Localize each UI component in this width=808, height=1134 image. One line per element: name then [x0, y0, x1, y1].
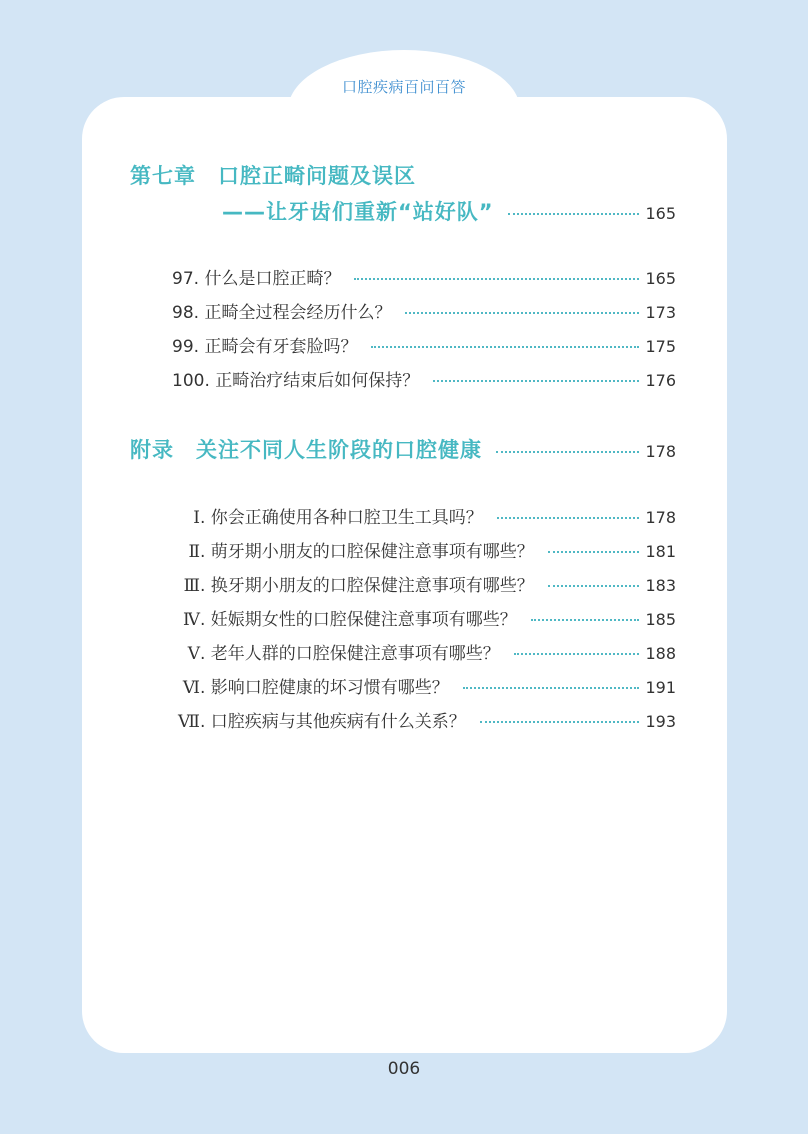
- entry-text: . 老年人群的口腔保健注意事项有哪些？: [200, 644, 500, 664]
- toc-entry-q100[interactable]: [172, 366, 676, 391]
- toc-entry-appendix-2[interactable]: [172, 537, 676, 562]
- page-ref: 193: [645, 712, 676, 731]
- page-ref: 173: [645, 303, 676, 322]
- entry-text: . 你会正确使用各种口腔卫生工具吗？: [200, 508, 483, 528]
- roman-numeral: Ⅳ: [183, 610, 200, 630]
- page-ref: 181: [645, 542, 676, 561]
- appendix-title: 附录 关注不同人生阶段的口腔健康: [130, 438, 482, 462]
- toc-entry-appendix-3[interactable]: [172, 571, 676, 596]
- leader-dots: [354, 278, 639, 280]
- entry-label: 100. 正畸治疗结束后如何保持？: [172, 371, 420, 391]
- leader-dots: [548, 551, 640, 553]
- entry-text: . 口腔疾病与其他疾病有什么关系？: [200, 712, 466, 732]
- leader-dots: [463, 687, 640, 689]
- page-ref: 165: [645, 204, 676, 223]
- page-ref: 178: [645, 442, 676, 461]
- toc-entry-appendix-7[interactable]: [172, 707, 676, 732]
- entry-text: . 萌牙期小朋友的口腔保健注意事项有哪些？: [200, 542, 534, 562]
- chapter-7-title: 第七章 口腔正畸问题及误区: [130, 164, 416, 188]
- leader-dots: [548, 585, 640, 587]
- entry-label: [172, 707, 466, 732]
- toc-entry-appendix-4[interactable]: [172, 605, 676, 630]
- page-ref: 178: [645, 508, 676, 527]
- entry-label: [172, 537, 534, 562]
- entry-label: [172, 673, 449, 698]
- entry-label: 98. 正畸全过程会经历什么？: [172, 303, 392, 323]
- toc-entry-q98[interactable]: [172, 298, 676, 323]
- leader-dots: [496, 451, 639, 453]
- roman-numeral: Ⅵ: [182, 678, 200, 698]
- page-ref: 176: [645, 371, 676, 390]
- toc-entry-appendix-1[interactable]: [172, 503, 676, 528]
- toc-entry-appendix-5[interactable]: [172, 639, 676, 664]
- page-number: 006: [387, 1059, 421, 1079]
- page-ref: 183: [645, 576, 676, 595]
- leader-dots: [497, 517, 640, 519]
- entry-text: . 影响口腔健康的坏习惯有哪些？: [200, 678, 449, 698]
- roman-numeral: Ⅰ: [193, 508, 200, 528]
- page-ref: 175: [645, 337, 676, 356]
- book-title: 口腔疾病百问百答: [341, 78, 466, 96]
- leader-dots: [514, 653, 640, 655]
- leader-dots: [508, 213, 640, 215]
- entry-label: [172, 571, 534, 596]
- entry-text: . 换牙期小朋友的口腔保健注意事项有哪些？: [200, 576, 534, 596]
- chapter-7-subtitle: ——让牙齿们重新“站好队”: [222, 200, 494, 224]
- page-ref: 188: [645, 644, 676, 663]
- entry-label: 99. 正畸会有牙套脸吗？: [172, 337, 358, 357]
- entry-label: [172, 639, 500, 664]
- leader-dots: [371, 346, 639, 348]
- toc-entry-appendix-6[interactable]: [172, 673, 676, 698]
- entry-label: [172, 605, 517, 630]
- roman-numeral: Ⅱ: [188, 542, 200, 562]
- leader-dots: [433, 380, 639, 382]
- leader-dots: [405, 312, 639, 314]
- entry-text: . 妊娠期女性的口腔保健注意事项有哪些？: [200, 610, 517, 630]
- toc-entry-q99[interactable]: [172, 332, 676, 357]
- toc-entry-chapter-7[interactable]: [222, 196, 676, 226]
- page-ref: 185: [645, 610, 676, 629]
- roman-numeral: Ⅶ: [178, 712, 200, 732]
- roman-numeral: Ⅴ: [187, 644, 200, 664]
- page-ref: 191: [645, 678, 676, 697]
- toc-entry-q97[interactable]: [172, 264, 676, 289]
- entry-label: [172, 503, 483, 528]
- leader-dots: [531, 619, 640, 621]
- toc-entry-appendix[interactable]: [130, 434, 676, 464]
- roman-numeral: Ⅲ: [183, 576, 200, 596]
- page-ref: 165: [645, 269, 676, 288]
- entry-label: 97. 什么是口腔正畸？: [172, 269, 341, 289]
- leader-dots: [480, 721, 640, 723]
